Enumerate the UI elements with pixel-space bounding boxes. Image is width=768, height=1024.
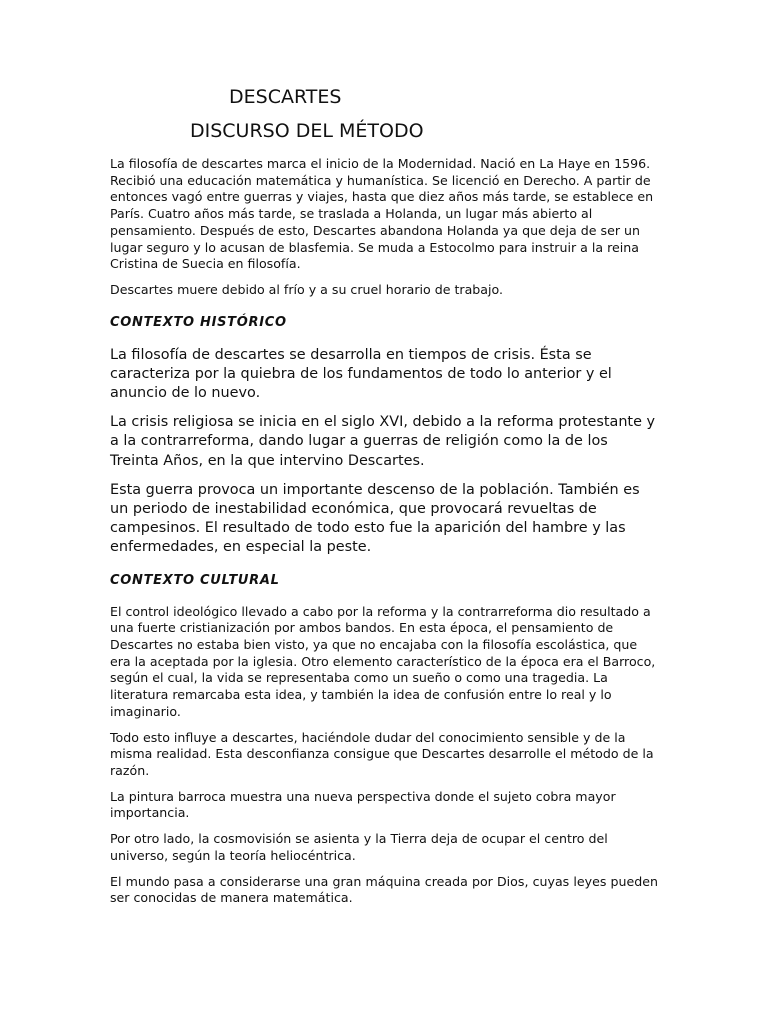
intro-paragraph-2: Descartes muere debido al frío y a su cruel horario de trabajo. [110,281,504,297]
document-title: DESCARTES [229,86,342,108]
historico-paragraph-3: Esta guerra provoca un importante descenso de la población. También es un periodo de inestabilidad económica, que provocará revueltas de campesinos. El resultado de todo esto fue la aparición del hambre y las enfermedades, en especial la peste. [110,481,640,556]
section-heading-cultural: CONTEXTO CULTURAL [110,572,280,588]
cultural-paragraph-2: Todo esto influye a descartes, haciéndole dudar del conocimiento sensible y de la misma realidad. Esta desconfianza consigue que Descartes desarrolle el método de la razón. [110,729,654,778]
historico-paragraph-1: La filosofía de descartes se desarrolla en tiempos de crisis. Ésta se caracteriza por la quiebra de los fundamentos de todo lo anterior y el anuncio de lo nuevo. [110,346,612,402]
cultural-paragraph-5: El mundo pasa a considerarse una gran máquina creada por Dios, cuyas leyes pueden ser conocidas de manera matemática. [110,873,658,906]
cultural-paragraph-3: La pintura barroca muestra una nueva perspectiva donde el sujeto cobra mayor importancia. [110,788,616,821]
historico-paragraph-2: La crisis religiosa se inicia en el siglo XVI, debido a la reforma protestante y a la contrarreforma, dando lugar a guerras de religión como la de los Treinta Años, en la que intervino Descartes. [110,414,656,469]
section-heading-historico: CONTEXTO HISTÓRICO [110,314,287,330]
cultural-paragraph-4: Por otro lado, la cosmovisión se asienta y la Tierra deja de ocupar el centro del universo, según la teoría heliocéntrica. [110,831,608,863]
document-page [110,84,658,916]
intro-paragraph-1: La filosofía de descartes marca el inicio de la Modernidad. Nació en La Haye en 1596. Recibió una educación matemática y humanística. Se licenció en Derecho. A partir de entonces vagó entre guerras y viajes, hasta que diez años más tarde, se establece en París. Cuatro años más tarde, se traslada a Holanda, un lugar más abierto al pensamiento. Después de esto, Descartes abandona Holanda ya que deja de ser un lugar seguro y lo acusan de blasfemia. Se muda a Estocolmo para instruir a la reina Cristina de Suecia en filosofía. [110,156,654,272]
cultural-paragraph-1: El control ideológico llevado a cabo por la reforma y la contrarreforma dio resultado a una fuerte cristianización por ambos bandos. En esta época, el pensamiento de Descartes no estaba bien visto, ya que no encajaba con la filosofía escolástica, que era la aceptada por la iglesia. Otro elemento característico de la época era el Barroco, según el cual, la vida se representaba como un sueño o como una tragedia. La literatura remarcaba esta idea, y también la idea de confusión entre lo real y lo imaginario. [110,603,656,719]
document-subtitle: DISCURSO DEL MÉTODO [190,120,424,142]
